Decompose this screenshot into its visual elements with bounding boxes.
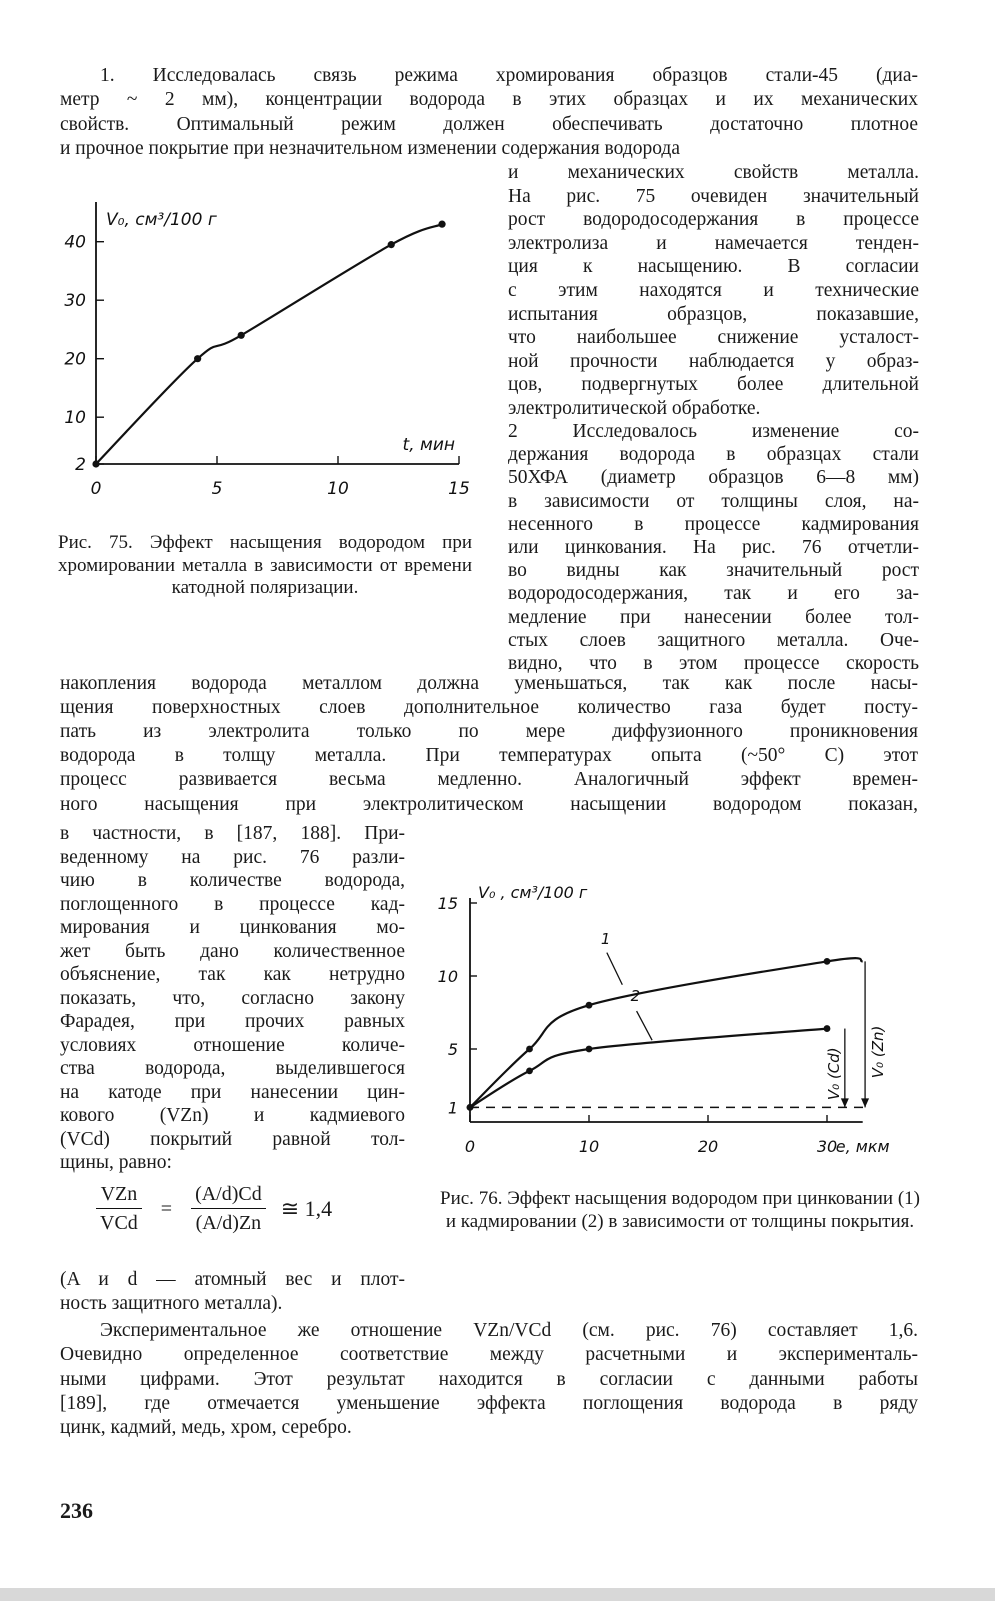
text-line: ция к насыщению. В согласии (508, 256, 919, 278)
data-point (526, 1046, 533, 1053)
figure-75-chart (50, 190, 480, 510)
x-tick-label: 15 (448, 479, 470, 499)
x-tick-label: 0 (90, 479, 102, 499)
text-line: чию в количестве водорода, (60, 870, 405, 891)
text-line: и прочное покрытие при незначительном изменении содержания водорода (60, 137, 681, 159)
data-point (526, 1068, 533, 1075)
text-line: в зависимости от толщины слоя, на- (508, 490, 919, 512)
y-tick-label: 2 (75, 455, 86, 475)
text-line: щения поверхностных слоев дополнительное количество газа будет посту- (60, 697, 918, 719)
text-line: веденному на рис. 76 разли- (60, 846, 405, 868)
y-tick-label: 40 (64, 232, 86, 253)
text-line: ной прочности наблюдается у образ- (508, 350, 919, 372)
text-line: объяснение, так как нетрудно (60, 964, 405, 985)
text-line: видно, что в этом процессе скорость (508, 653, 919, 674)
faraday-formula (96, 1183, 332, 1235)
text-line: 2 Исследовалось изменение со- (508, 421, 919, 442)
y-tick-label: 5 (447, 1040, 458, 1059)
data-point (824, 958, 831, 965)
series-label-2: 2 (630, 986, 641, 1005)
text-line: и механических свойств металла. (508, 162, 919, 183)
x-tick-label: 10 (327, 479, 349, 499)
series-line-1 (470, 958, 863, 1107)
figure-76-caption: Рис. 76. Эффект насыщения водородом при цинковании (1) и кадмировании (2) в зависимости от толщины покрытия. (440, 1188, 920, 1232)
text-line: электролиза и намечается тенден- (508, 232, 919, 254)
x-tick-label: 0 (464, 1137, 476, 1156)
y-tick-label: 30 (64, 291, 86, 312)
annotation-v0-zn: V₀ (Zn) (869, 1025, 888, 1079)
text-line: несенного в процессе кадмирования (508, 513, 919, 535)
text-line: рост водородосодержания в процессе (508, 209, 919, 231)
text-line: ными цифрами. Этот результат находится в согласии с данными работы (60, 1368, 918, 1390)
text-line: цинк, кадмий, медь, хром, серебро. (60, 1417, 352, 1439)
x-tick-label: 20 (697, 1137, 719, 1156)
text-line: во видны как значительный рост (508, 560, 919, 582)
text-line: медление при нанесении более тол- (508, 606, 919, 628)
data-point (467, 1104, 474, 1111)
data-point (438, 221, 445, 228)
formula-lhs-numerator: VZn (96, 1183, 142, 1209)
text-line: электролитической обработке. (508, 398, 761, 419)
series-line (96, 224, 442, 464)
annotation-v0-cd: V₀ (Cd) (824, 1047, 843, 1101)
text-line: мирования и цинкования мо- (60, 917, 405, 938)
text-line: цов, подвергнутых более длительной (508, 374, 919, 396)
text-line: Очевидно определенное соответствие между расчетными и эксперименталь- (60, 1344, 918, 1366)
x-tick-label: 30 (816, 1137, 838, 1156)
text-line: ность защитного металла). (60, 1293, 283, 1314)
y-tick-label: 1 (447, 1098, 458, 1118)
figure-76-chart (432, 870, 952, 1170)
y-axis-label: V₀, см³/100 г (106, 210, 217, 230)
data-point (92, 460, 99, 467)
text-line: стых слоев защитного металла. Оче- (508, 629, 919, 651)
text-line: 50ХФА (диаметр образцов 6—8 мм) (508, 467, 919, 489)
text-line: держания водорода в образцах стали (508, 444, 919, 466)
text-line: с этим находятся и технические (508, 280, 919, 301)
figure-75-caption: Рис. 75. Эффект насыщения водородом при хромировании металла в зависимости от времени катодной поляризации. (58, 532, 472, 598)
text-line: Экспериментальное же отношение VZn/VCd (см. рис. 76) составляет 1,6. (100, 1320, 918, 1341)
text-line: метр ~ 2 мм), концентрации водорода в этих образцах и их механических (60, 89, 918, 111)
x-tick-label: 10 (578, 1137, 600, 1156)
y-tick-label: 20 (64, 349, 86, 370)
page-number: 236 (60, 1498, 93, 1523)
y-axis-label: V₀ , см³/100 г (478, 883, 588, 902)
text-line: На рис. 75 очевиден значительный (508, 185, 919, 207)
text-line: водородосодержания, так и его за- (508, 583, 919, 605)
text-line: на катоде при нанесении цин- (60, 1081, 405, 1103)
x-tick-label: 5 (211, 479, 223, 499)
series-leader-1 (607, 953, 622, 985)
text-line: в частности, в [187, 188]. При- (60, 823, 405, 844)
arrow-head (861, 1098, 869, 1107)
text-line: щины, равно: (60, 1152, 172, 1173)
data-point (388, 241, 395, 248)
text-line: жет быть дано количественное (60, 940, 405, 962)
text-line: условиях отношение количе- (60, 1034, 405, 1056)
text-line: кового (VZn) и кадмиевого (60, 1105, 405, 1126)
text-line: Фарадея, при прочих равных (60, 1011, 405, 1032)
data-point (586, 1046, 593, 1053)
text-line: поглощенного в процессе кад- (60, 893, 405, 915)
text-line: свойств. Оптимальный режим должен обеспечивать достаточно плотное (60, 113, 918, 135)
text-line: ства водорода, выделившегося (60, 1058, 405, 1079)
formula-approx-value: ≅ 1,4 (280, 1196, 333, 1221)
scan-border (0, 1588, 995, 1601)
text-line: пать из электролита только по мере диффузионного проникновения (60, 721, 918, 743)
data-point (586, 1002, 593, 1009)
text-line: 1. Исследовалась связь режима хромирования образцов стали-45 (диа- (100, 65, 918, 86)
series-line-2 (470, 1029, 827, 1108)
text-line: (VCd) покрытий равной тол- (60, 1128, 405, 1150)
text-line: процесс развивается весьма медленно. Аналогичный эффект времен- (60, 769, 918, 791)
data-point (238, 332, 245, 339)
text-line: водорода в толщу металла. При температурах опыта (~50° C) этот (60, 745, 918, 767)
formula-rhs-numerator: (A/d)Cd (191, 1183, 266, 1209)
x-axis-label: t, мин (402, 435, 455, 455)
x-axis-label: e, мкм (835, 1137, 890, 1156)
series-label-1: 1 (600, 929, 611, 948)
y-tick-label: 15 (437, 894, 458, 913)
text-line: ного насыщения при электролитическом насыщении водородом показан, (60, 793, 918, 815)
y-tick-label: 10 (64, 408, 86, 429)
formula-equals: = (160, 1197, 173, 1220)
formula-lhs-denominator: VCd (100, 1212, 138, 1234)
text-line: испытания образцов, показавшие, (508, 303, 919, 325)
data-point (824, 1025, 831, 1032)
y-tick-label: 10 (437, 967, 458, 986)
series-leader-2 (637, 1011, 652, 1040)
text-line: или цинкования. На рис. 76 отчетли- (508, 537, 919, 558)
text-line: накопления водорода металлом должна уменьшаться, так как после насы- (60, 673, 918, 694)
data-point (194, 355, 201, 362)
text-line: [189], где отмечается уменьшение эффекта поглощения водорода в ряду (60, 1392, 918, 1414)
text-line: показать, что, согласно закону (60, 987, 405, 1009)
formula-rhs-denominator: (A/d)Zn (195, 1212, 262, 1234)
text-line: (A и d — атомный вес и плот- (60, 1269, 405, 1290)
text-line: что наибольшее снижение усталост- (508, 327, 919, 349)
